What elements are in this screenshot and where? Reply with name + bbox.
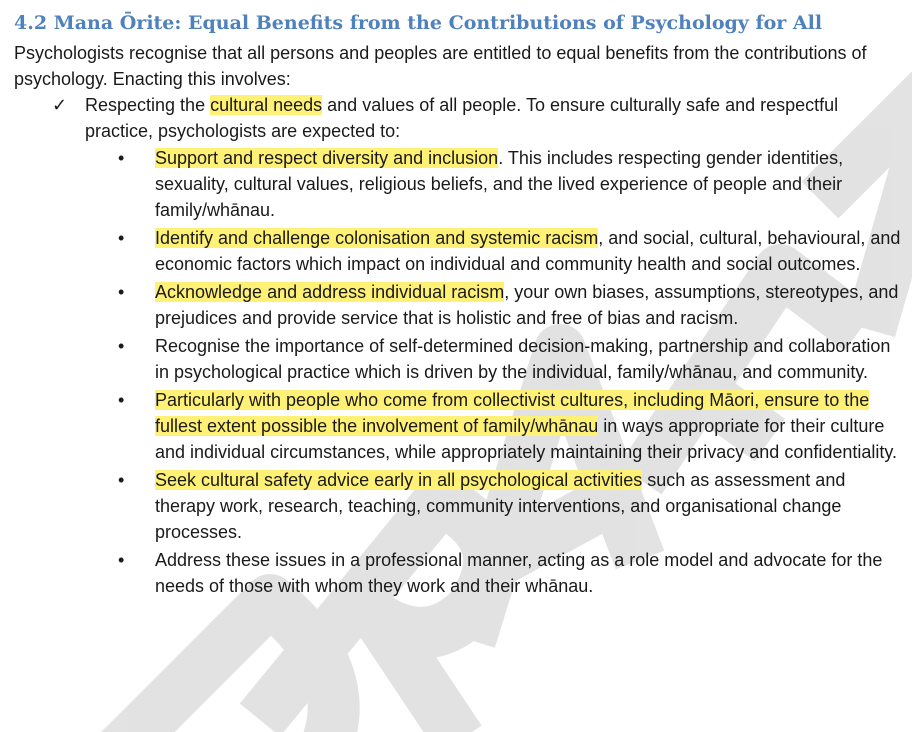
list-item bbox=[118, 225, 903, 277]
list-item-body: such as assessment and therapy work, research, teaching, community interventions, and organisational change processes. bbox=[155, 470, 846, 542]
list-item-text bbox=[155, 333, 903, 385]
bullet-icon: • bbox=[118, 390, 125, 410]
check-item-pre: Respecting the bbox=[85, 95, 211, 115]
bullet-icon: • bbox=[118, 550, 125, 570]
list-item-text bbox=[155, 279, 903, 331]
bullet-icon: • bbox=[118, 228, 125, 248]
list-item bbox=[118, 467, 903, 545]
list-item-body: Address these issues in a professional manner, acting as a role model and advocate for the needs of those with whom they work and their whānau. bbox=[155, 550, 883, 596]
check-item-text bbox=[85, 92, 875, 144]
bullet-icon: • bbox=[118, 282, 125, 302]
list-item-text bbox=[155, 387, 903, 465]
list-item-body: , your own biases, assumptions, stereotypes, and prejudices and provide service that is holistic and free of bias and racism. bbox=[155, 282, 899, 328]
list-item-body: , and social, cultural, behavioural, and economic factors which impact on individual and community health and social outcomes. bbox=[155, 228, 901, 274]
bullet-icon: • bbox=[118, 336, 125, 356]
list-item-body: . This includes respecting gender identities, sexuality, cultural values, religious beliefs, and the lived experience of people and their family/whānau. bbox=[155, 148, 844, 220]
check-item-post: and values of all people. To ensure culturally safe and respectful practice, psychologists are expected to: bbox=[85, 95, 839, 141]
list-item-text bbox=[155, 145, 903, 223]
list-item-highlight: Support and respect diversity and inclusion bbox=[155, 148, 499, 168]
checkmark-icon: ✓ bbox=[52, 95, 68, 115]
list-item-highlight: Identify and challenge colonisation and systemic racism bbox=[155, 228, 599, 248]
list-item-text bbox=[155, 547, 903, 599]
list-item bbox=[118, 547, 903, 599]
list-item bbox=[118, 145, 903, 223]
bullet-list bbox=[118, 145, 903, 601]
list-item-highlight: Particularly with people who come from collectivist cultures, including Māori, ensure to the fullest extent possible the involvement of family/whānau bbox=[155, 390, 870, 436]
intro-paragraph: Psychologists recognise that all persons and peoples are entitled to equal benefits from the contributions of psychology. Enacting this involves: bbox=[14, 43, 867, 89]
list-item-text bbox=[155, 467, 903, 545]
list-item bbox=[118, 279, 903, 331]
section-heading: 4.2 Mana Ōrite: Equal Benefits from the Contributions of Psychology for All bbox=[14, 12, 823, 34]
list-item-body: in ways appropriate for their culture and individual circumstances, while appropriately maintaining their privacy and confidentiality. bbox=[155, 416, 898, 462]
list-item-highlight: Acknowledge and address individual racism bbox=[155, 282, 505, 302]
list-item bbox=[118, 333, 903, 385]
list-item-text bbox=[155, 225, 903, 277]
list-item bbox=[118, 387, 903, 465]
list-item-body: Recognise the importance of self-determined decision-making, partnership and collaboration in psychological practice which is driven by the individual, family/whānau, and community. bbox=[155, 336, 891, 382]
bullet-icon: • bbox=[118, 470, 125, 490]
highlight-cultural-needs: cultural needs bbox=[210, 95, 323, 115]
list-item-highlight: Seek cultural safety advice early in all psychological activities bbox=[155, 470, 643, 490]
bullet-icon: • bbox=[118, 148, 125, 168]
